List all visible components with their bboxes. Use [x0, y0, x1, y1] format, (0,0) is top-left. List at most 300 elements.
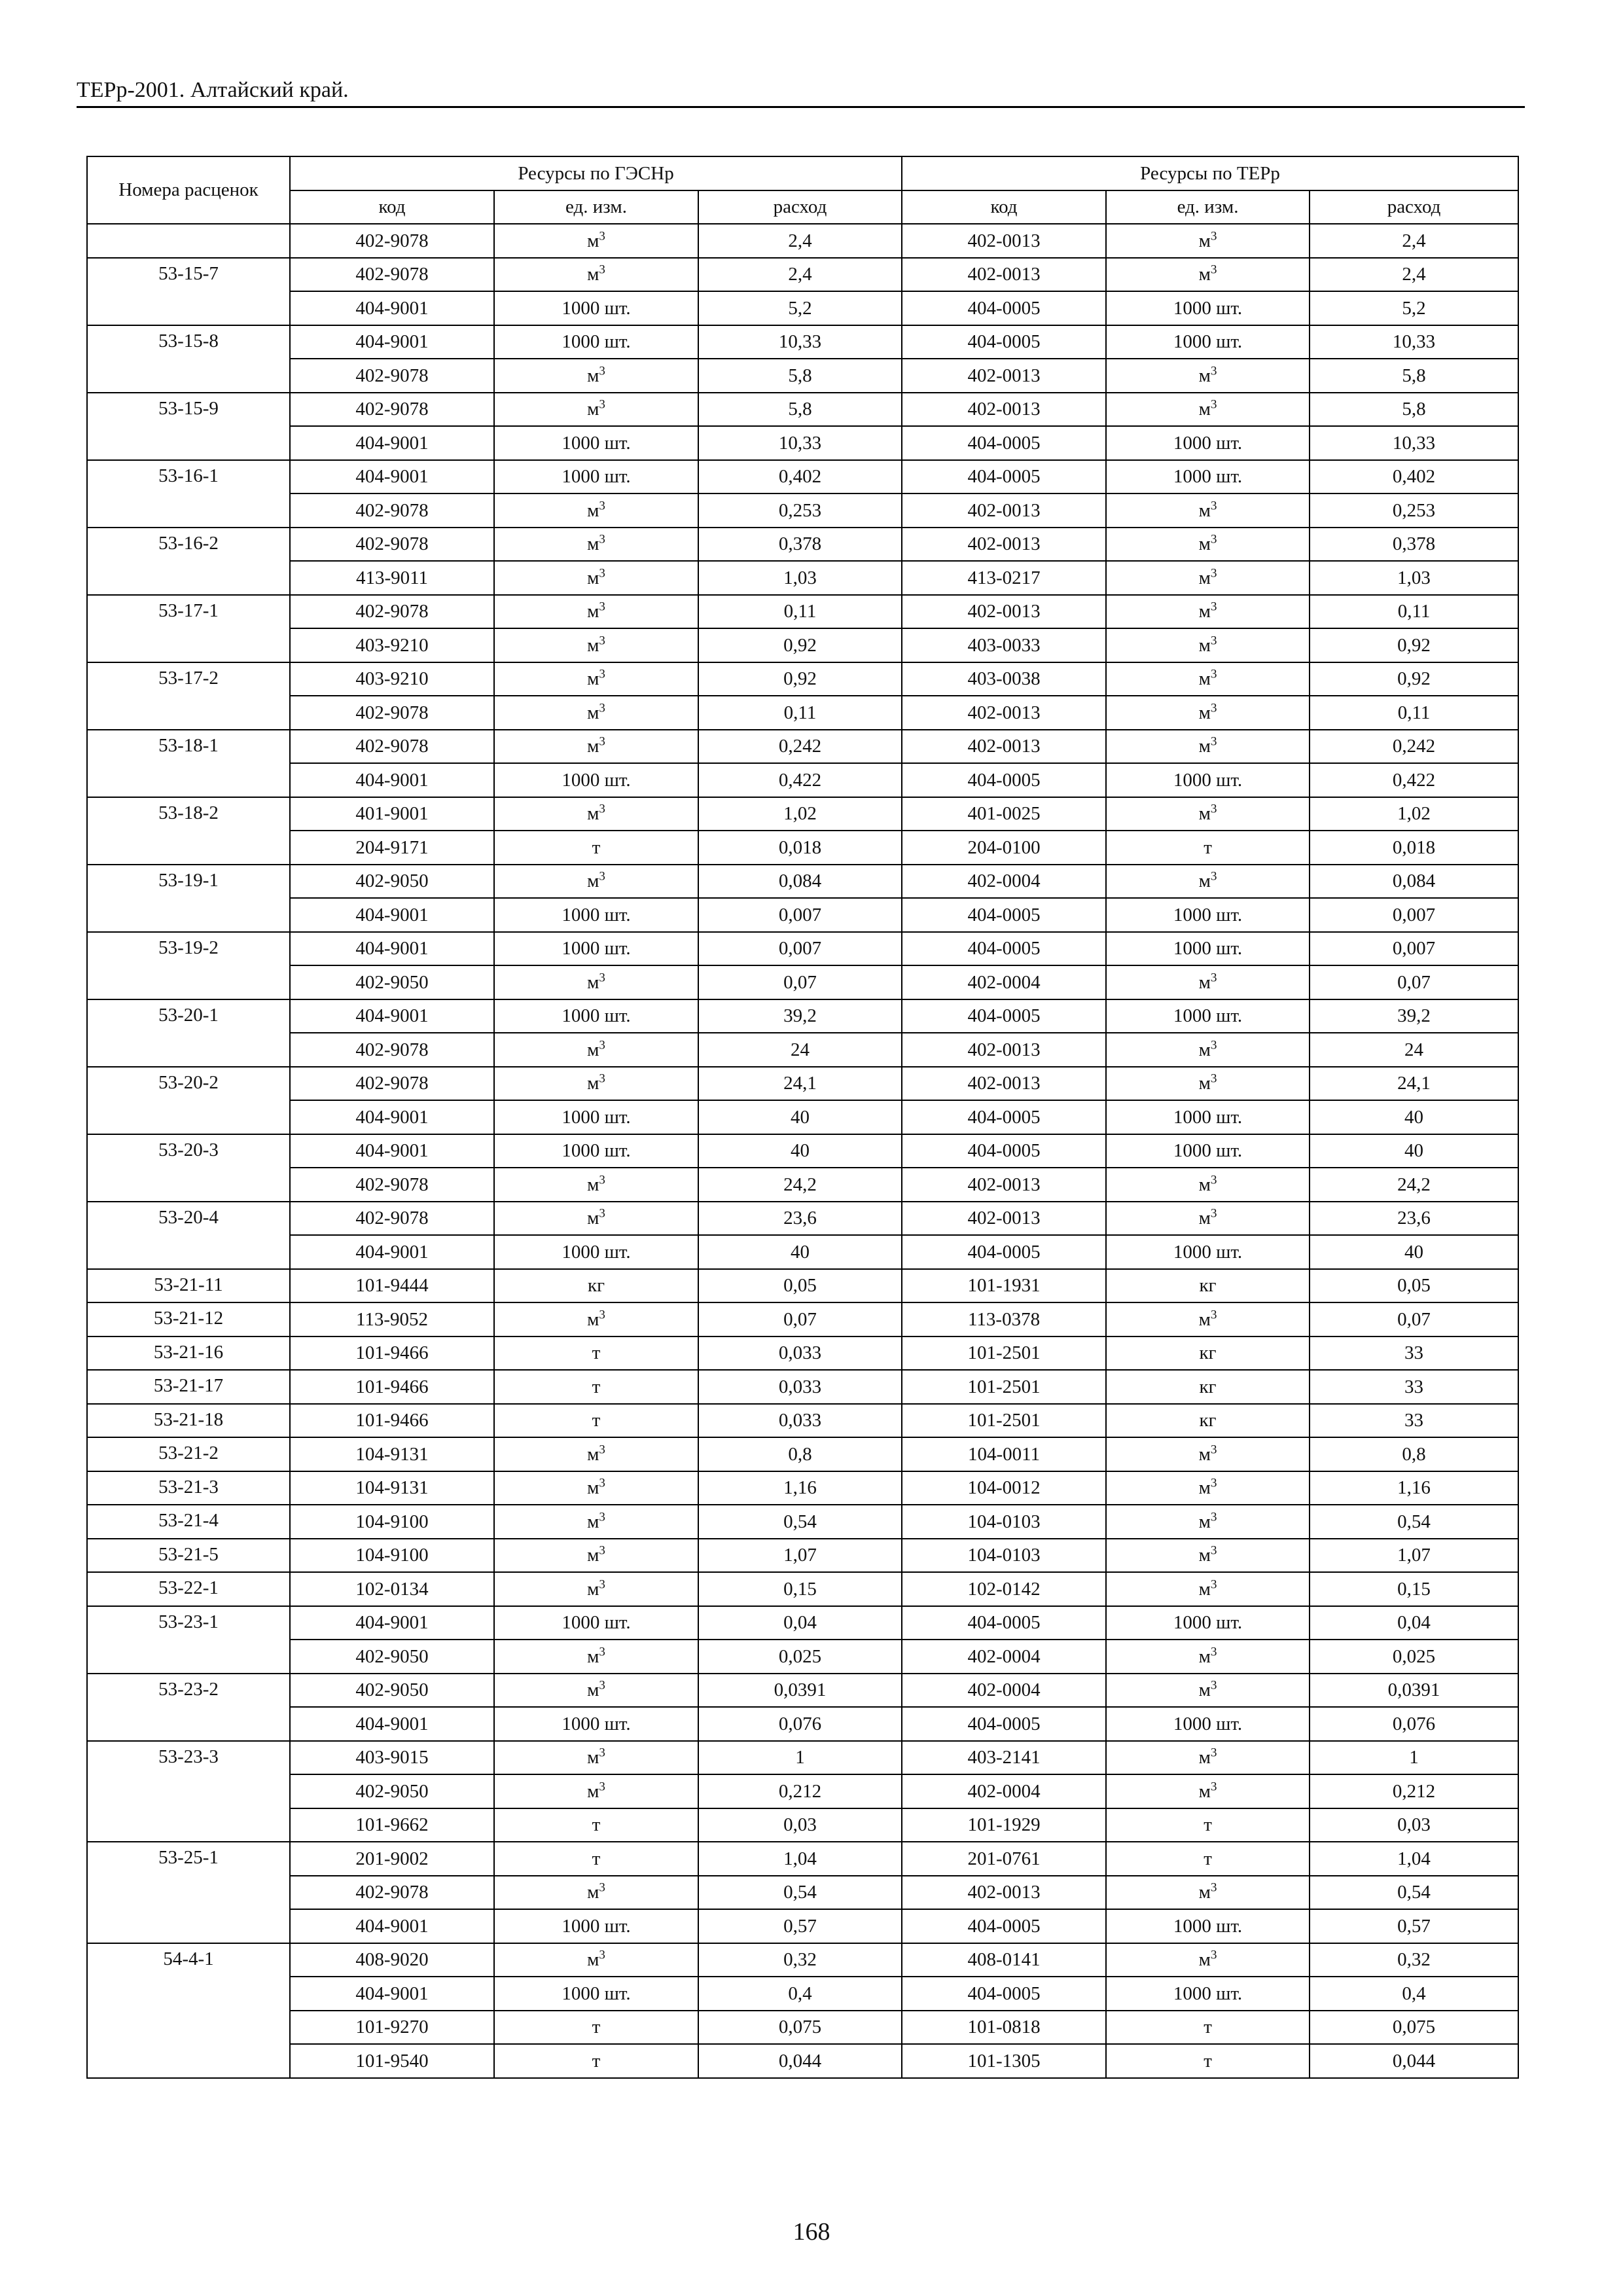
- ter-amount-cell: 24: [1310, 1033, 1518, 1067]
- table-header-row: [87, 156, 1518, 190]
- table-row: [87, 932, 1518, 966]
- table-row: [87, 730, 1518, 764]
- gesn-amount-cell: 0,07: [698, 965, 902, 999]
- gesn-unit-cell: $м^3$: [494, 1876, 698, 1910]
- ter-amount-cell: 1,16: [1310, 1471, 1518, 1505]
- ter-amount-cell: 10,33: [1310, 325, 1518, 359]
- gesn-amount-cell: 1,02: [698, 797, 902, 831]
- gesn-amount-cell: 0,03: [698, 1808, 902, 1842]
- table-row: [87, 493, 1518, 528]
- ter-amount-cell: 0,54: [1310, 1876, 1518, 1910]
- table-row: [87, 2011, 1518, 2045]
- rate-number-cell: 53-17-2: [87, 662, 290, 730]
- ter-amount-cell: 2,4: [1310, 258, 1518, 292]
- ter-unit-cell: кг: [1106, 1370, 1310, 1404]
- gesn-code-cell: 104-9131: [290, 1437, 494, 1471]
- gesn-code-cell: 402-9078: [290, 258, 494, 292]
- table-row: [87, 291, 1518, 325]
- ter-unit-cell: $м^3$: [1106, 797, 1310, 831]
- ter-code-cell: 404-0005: [902, 1134, 1106, 1168]
- gesn-unit-cell: 1000 шт.: [494, 325, 698, 359]
- gesn-amount-cell: 0,044: [698, 2044, 902, 2078]
- ter-unit-cell: 1000 шт.: [1106, 1134, 1310, 1168]
- page-number: 168: [793, 2218, 830, 2246]
- gesn-code-cell: 403-9210: [290, 662, 494, 696]
- table-row: [87, 595, 1518, 629]
- ter-code-cell: 402-0004: [902, 965, 1106, 999]
- table-row: [87, 1606, 1518, 1640]
- ter-unit-cell: 1000 шт.: [1106, 291, 1310, 325]
- ter-code-cell: 404-0005: [902, 1977, 1106, 2011]
- rate-number-cell: 53-19-1: [87, 865, 290, 932]
- ter-unit-cell: 1000 шт.: [1106, 1100, 1310, 1134]
- gesn-unit-cell: $м^3$: [494, 1505, 698, 1539]
- ter-unit-cell: $м^3$: [1106, 1067, 1310, 1101]
- gesn-unit-cell: $м^3$: [494, 730, 698, 764]
- gesn-amount-cell: 0,32: [698, 1943, 902, 1977]
- ter-amount-cell: 39,2: [1310, 999, 1518, 1033]
- gesn-code-cell: 404-9001: [290, 763, 494, 797]
- ter-unit-cell: 1000 шт.: [1106, 999, 1310, 1033]
- gesn-amount-cell: 0,57: [698, 1909, 902, 1943]
- gesn-code-cell: 408-9020: [290, 1943, 494, 1977]
- gesn-unit-cell: $м^3$: [494, 1572, 698, 1606]
- ter-code-cell: 101-2501: [902, 1336, 1106, 1371]
- gesn-code-cell: 402-9078: [290, 1033, 494, 1067]
- ter-unit-cell: $м^3$: [1106, 696, 1310, 730]
- gesn-amount-cell: 40: [698, 1235, 902, 1269]
- ter-code-cell: 402-0013: [902, 393, 1106, 427]
- gesn-unit-cell: $м^3$: [494, 797, 698, 831]
- table-row: [87, 1909, 1518, 1943]
- rate-number-cell: 53-18-2: [87, 797, 290, 865]
- rate-number-cell: 53-18-1: [87, 730, 290, 797]
- gesn-amount-cell: 0,253: [698, 493, 902, 528]
- gesn-code-cell: 402-9078: [290, 1067, 494, 1101]
- ter-unit-cell: $м^3$: [1106, 965, 1310, 999]
- gesn-code-cell: 401-9001: [290, 797, 494, 831]
- gesn-amount-cell: 0,422: [698, 763, 902, 797]
- rate-number-cell: 53-21-16: [87, 1336, 290, 1371]
- gesn-amount-cell: 0,402: [698, 460, 902, 494]
- ter-amount-cell: 0,05: [1310, 1269, 1518, 1303]
- gesn-amount-cell: 0,11: [698, 595, 902, 629]
- table-row: [87, 1674, 1518, 1708]
- table-row: [87, 1977, 1518, 2011]
- ter-amount-cell: 0,378: [1310, 528, 1518, 562]
- ter-code-cell: 402-0013: [902, 1202, 1106, 1236]
- ter-unit-cell: $м^3$: [1106, 258, 1310, 292]
- gesn-code-cell: 101-9466: [290, 1404, 494, 1438]
- gesn-unit-cell: 1000 шт.: [494, 763, 698, 797]
- gesn-unit-cell: $м^3$: [494, 493, 698, 528]
- table-row: [87, 1302, 1518, 1336]
- gesn-code-cell: 402-9078: [290, 1168, 494, 1202]
- ter-code-cell: 404-0005: [902, 898, 1106, 932]
- ter-amount-cell: 0,92: [1310, 662, 1518, 696]
- header-gesn-code: код: [290, 190, 494, 224]
- gesn-code-cell: 402-9078: [290, 528, 494, 562]
- gesn-unit-cell: $м^3$: [494, 528, 698, 562]
- table-row: [87, 1539, 1518, 1573]
- ter-code-cell: 404-0005: [902, 932, 1106, 966]
- gesn-code-cell: 104-9100: [290, 1505, 494, 1539]
- ter-code-cell: 404-0005: [902, 999, 1106, 1033]
- gesn-amount-cell: 1,04: [698, 1842, 902, 1876]
- gesn-amount-cell: 5,2: [698, 291, 902, 325]
- ter-code-cell: 402-0013: [902, 528, 1106, 562]
- ter-code-cell: 404-0005: [902, 1235, 1106, 1269]
- ter-amount-cell: 5,8: [1310, 393, 1518, 427]
- table-row: [87, 1269, 1518, 1303]
- ter-unit-cell: 1000 шт.: [1106, 763, 1310, 797]
- gesn-amount-cell: 24,2: [698, 1168, 902, 1202]
- ter-unit-cell: кг: [1106, 1336, 1310, 1371]
- ter-amount-cell: 0,04: [1310, 1606, 1518, 1640]
- gesn-unit-cell: 1000 шт.: [494, 999, 698, 1033]
- ter-code-cell: 104-0103: [902, 1539, 1106, 1573]
- gesn-code-cell: 101-9540: [290, 2044, 494, 2078]
- table-row: [87, 1640, 1518, 1674]
- ter-unit-cell: $м^3$: [1106, 1774, 1310, 1808]
- table-row: [87, 1505, 1518, 1539]
- ter-amount-cell: 1: [1310, 1741, 1518, 1775]
- rate-number-cell: 54-4-1: [87, 1943, 290, 2078]
- table-row: [87, 763, 1518, 797]
- ter-code-cell: 104-0011: [902, 1437, 1106, 1471]
- gesn-amount-cell: 0,084: [698, 865, 902, 899]
- rate-number-cell: 53-15-9: [87, 393, 290, 460]
- ter-code-cell: 404-0005: [902, 291, 1106, 325]
- table-row: [87, 393, 1518, 427]
- gesn-unit-cell: 1000 шт.: [494, 291, 698, 325]
- gesn-unit-cell: $м^3$: [494, 595, 698, 629]
- ter-code-cell: 401-0025: [902, 797, 1106, 831]
- ter-code-cell: 404-0005: [902, 460, 1106, 494]
- table-row: [87, 1943, 1518, 1977]
- rate-number-cell: 53-20-1: [87, 999, 290, 1067]
- ter-amount-cell: 10,33: [1310, 426, 1518, 460]
- gesn-code-cell: 101-9270: [290, 2011, 494, 2045]
- ter-code-cell: 402-0004: [902, 1674, 1106, 1708]
- gesn-amount-cell: 0,018: [698, 831, 902, 865]
- table-row: [87, 797, 1518, 831]
- gesn-code-cell: 104-9100: [290, 1539, 494, 1573]
- table-row: [87, 460, 1518, 494]
- table-row: [87, 662, 1518, 696]
- ter-unit-cell: 1000 шт.: [1106, 932, 1310, 966]
- gesn-code-cell: 404-9001: [290, 1909, 494, 1943]
- table-row: [87, 2044, 1518, 2078]
- gesn-unit-cell: $м^3$: [494, 1033, 698, 1067]
- rate-number-cell: 53-21-3: [87, 1471, 290, 1505]
- rate-number-cell: 53-21-11: [87, 1269, 290, 1303]
- gesn-code-cell: 403-9015: [290, 1741, 494, 1775]
- gesn-amount-cell: 23,6: [698, 1202, 902, 1236]
- ter-amount-cell: 40: [1310, 1235, 1518, 1269]
- gesn-amount-cell: 1,07: [698, 1539, 902, 1573]
- table-subheader-row: [87, 190, 1518, 224]
- rate-number-cell: 53-16-1: [87, 460, 290, 528]
- ter-code-cell: 402-0004: [902, 865, 1106, 899]
- ter-amount-cell: 0,32: [1310, 1943, 1518, 1977]
- ter-code-cell: 403-2141: [902, 1741, 1106, 1775]
- table-row: [87, 1067, 1518, 1101]
- ter-amount-cell: 1,07: [1310, 1539, 1518, 1573]
- gesn-code-cell: 402-9078: [290, 595, 494, 629]
- ter-code-cell: 101-1931: [902, 1269, 1106, 1303]
- gesn-unit-cell: $м^3$: [494, 1640, 698, 1674]
- rate-number-cell: 53-23-1: [87, 1606, 290, 1674]
- ter-code-cell: 402-0013: [902, 730, 1106, 764]
- table-row: [87, 1876, 1518, 1910]
- table-row: [87, 224, 1518, 258]
- gesn-amount-cell: 0,033: [698, 1404, 902, 1438]
- ter-code-cell: 402-0013: [902, 696, 1106, 730]
- ter-unit-cell: 1000 шт.: [1106, 325, 1310, 359]
- ter-amount-cell: 33: [1310, 1336, 1518, 1371]
- ter-amount-cell: 0,4: [1310, 1977, 1518, 2011]
- ter-unit-cell: $м^3$: [1106, 1876, 1310, 1910]
- gesn-unit-cell: $м^3$: [494, 1539, 698, 1573]
- ter-code-cell: 404-0005: [902, 763, 1106, 797]
- rate-number-cell: 53-15-8: [87, 325, 290, 393]
- ter-code-cell: 402-0013: [902, 595, 1106, 629]
- table-row: [87, 1437, 1518, 1471]
- gesn-unit-cell: $м^3$: [494, 1067, 698, 1101]
- ter-unit-cell: $м^3$: [1106, 493, 1310, 528]
- ter-amount-cell: 0,0391: [1310, 1674, 1518, 1708]
- table-row: [87, 696, 1518, 730]
- ter-unit-cell: кг: [1106, 1404, 1310, 1438]
- gesn-code-cell: 404-9001: [290, 1977, 494, 2011]
- table-row: [87, 426, 1518, 460]
- ter-amount-cell: 24,1: [1310, 1067, 1518, 1101]
- ter-code-cell: 402-0013: [902, 359, 1106, 393]
- gesn-amount-cell: 0,15: [698, 1572, 902, 1606]
- gesn-code-cell: 402-9050: [290, 1774, 494, 1808]
- gesn-unit-cell: т: [494, 1336, 698, 1371]
- gesn-code-cell: 113-9052: [290, 1302, 494, 1336]
- ter-code-cell: 402-0004: [902, 1774, 1106, 1808]
- table-row: [87, 831, 1518, 865]
- ter-unit-cell: 1000 шт.: [1106, 1606, 1310, 1640]
- gesn-amount-cell: 24,1: [698, 1067, 902, 1101]
- gesn-code-cell: 402-9078: [290, 493, 494, 528]
- ter-amount-cell: 33: [1310, 1370, 1518, 1404]
- ter-amount-cell: 0,15: [1310, 1572, 1518, 1606]
- ter-unit-cell: т: [1106, 831, 1310, 865]
- table-row: [87, 1370, 1518, 1404]
- ter-unit-cell: $м^3$: [1106, 393, 1310, 427]
- ter-amount-cell: 0,212: [1310, 1774, 1518, 1808]
- gesn-unit-cell: $м^3$: [494, 1741, 698, 1775]
- gesn-amount-cell: 0,11: [698, 696, 902, 730]
- gesn-amount-cell: 24: [698, 1033, 902, 1067]
- ter-unit-cell: $м^3$: [1106, 1437, 1310, 1471]
- ter-amount-cell: 0,57: [1310, 1909, 1518, 1943]
- table-row: [87, 1100, 1518, 1134]
- ter-unit-cell: $м^3$: [1106, 1033, 1310, 1067]
- gesn-code-cell: 402-9078: [290, 696, 494, 730]
- table-row: [87, 258, 1518, 292]
- ter-amount-cell: 0,007: [1310, 898, 1518, 932]
- ter-code-cell: 402-0013: [902, 258, 1106, 292]
- ter-code-cell: 101-0818: [902, 2011, 1106, 2045]
- table-row: [87, 898, 1518, 932]
- rate-number-cell: [87, 224, 290, 258]
- ter-unit-cell: $м^3$: [1106, 1471, 1310, 1505]
- gesn-unit-cell: $м^3$: [494, 1202, 698, 1236]
- ter-code-cell: 113-0378: [902, 1302, 1106, 1336]
- gesn-unit-cell: $м^3$: [494, 1674, 698, 1708]
- ter-unit-cell: $м^3$: [1106, 1741, 1310, 1775]
- ter-unit-cell: $м^3$: [1106, 1302, 1310, 1336]
- ter-unit-cell: 1000 шт.: [1106, 1977, 1310, 2011]
- ter-code-cell: 404-0005: [902, 1100, 1106, 1134]
- ter-code-cell: 402-0013: [902, 493, 1106, 528]
- rate-number-cell: 53-20-4: [87, 1202, 290, 1269]
- gesn-amount-cell: 1,03: [698, 561, 902, 595]
- ter-unit-cell: $м^3$: [1106, 1640, 1310, 1674]
- gesn-code-cell: 404-9001: [290, 1100, 494, 1134]
- ter-unit-cell: $м^3$: [1106, 1168, 1310, 1202]
- ter-code-cell: 403-0033: [902, 628, 1106, 662]
- ter-code-cell: 404-0005: [902, 1606, 1106, 1640]
- gesn-unit-cell: 1000 шт.: [494, 426, 698, 460]
- gesn-amount-cell: 2,4: [698, 258, 902, 292]
- table-row: [87, 359, 1518, 393]
- header-gesn-amount: расход: [698, 190, 902, 224]
- ter-unit-cell: $м^3$: [1106, 561, 1310, 595]
- gesn-amount-cell: 1: [698, 1741, 902, 1775]
- gesn-code-cell: 204-9171: [290, 831, 494, 865]
- ter-amount-cell: 0,11: [1310, 696, 1518, 730]
- ter-unit-cell: 1000 шт.: [1106, 898, 1310, 932]
- gesn-code-cell: 201-9002: [290, 1842, 494, 1876]
- ter-code-cell: 101-2501: [902, 1370, 1106, 1404]
- gesn-amount-cell: 0,92: [698, 628, 902, 662]
- table-row: [87, 965, 1518, 999]
- ter-code-cell: 102-0142: [902, 1572, 1106, 1606]
- ter-unit-cell: т: [1106, 2011, 1310, 2045]
- ter-code-cell: 402-0013: [902, 1876, 1106, 1910]
- ter-unit-cell: $м^3$: [1106, 730, 1310, 764]
- gesn-unit-cell: 1000 шт.: [494, 460, 698, 494]
- gesn-code-cell: 404-9001: [290, 1707, 494, 1741]
- ter-amount-cell: 2,4: [1310, 224, 1518, 258]
- ter-amount-cell: 0,242: [1310, 730, 1518, 764]
- gesn-unit-cell: $м^3$: [494, 1774, 698, 1808]
- ter-amount-cell: 0,8: [1310, 1437, 1518, 1471]
- gesn-unit-cell: $м^3$: [494, 359, 698, 393]
- gesn-unit-cell: $м^3$: [494, 865, 698, 899]
- ter-amount-cell: 0,084: [1310, 865, 1518, 899]
- table-row: [87, 1336, 1518, 1371]
- rate-number-cell: 53-17-1: [87, 595, 290, 662]
- gesn-unit-cell: $м^3$: [494, 1943, 698, 1977]
- gesn-unit-cell: $м^3$: [494, 1471, 698, 1505]
- ter-amount-cell: 33: [1310, 1404, 1518, 1438]
- table-row: [87, 999, 1518, 1033]
- header-ter-amount: расход: [1310, 190, 1518, 224]
- gesn-code-cell: 402-9050: [290, 965, 494, 999]
- rate-number-cell: 53-22-1: [87, 1572, 290, 1606]
- gesn-amount-cell: 0,007: [698, 932, 902, 966]
- gesn-amount-cell: 10,33: [698, 426, 902, 460]
- header-gesn-unit: ед. изм.: [494, 190, 698, 224]
- gesn-unit-cell: $м^3$: [494, 965, 698, 999]
- ter-unit-cell: 1000 шт.: [1106, 426, 1310, 460]
- ter-code-cell: 204-0100: [902, 831, 1106, 865]
- ter-code-cell: 402-0004: [902, 1640, 1106, 1674]
- ter-amount-cell: 0,03: [1310, 1808, 1518, 1842]
- gesn-unit-cell: 1000 шт.: [494, 1134, 698, 1168]
- gesn-unit-cell: 1000 шт.: [494, 1606, 698, 1640]
- header-ter-resources: Ресурсы по ТЕРр: [902, 156, 1518, 190]
- ter-code-cell: 402-0013: [902, 1033, 1106, 1067]
- table-row: [87, 1235, 1518, 1269]
- ter-amount-cell: 5,8: [1310, 359, 1518, 393]
- gesn-unit-cell: $м^3$: [494, 393, 698, 427]
- gesn-code-cell: 404-9001: [290, 1134, 494, 1168]
- table-row: [87, 1572, 1518, 1606]
- gesn-unit-cell: 1000 шт.: [494, 1707, 698, 1741]
- gesn-code-cell: 404-9001: [290, 999, 494, 1033]
- gesn-amount-cell: 0,54: [698, 1876, 902, 1910]
- gesn-amount-cell: 0,033: [698, 1336, 902, 1371]
- rate-number-cell: 53-19-2: [87, 932, 290, 999]
- gesn-code-cell: 404-9001: [290, 1235, 494, 1269]
- gesn-code-cell: 404-9001: [290, 426, 494, 460]
- ter-code-cell: 404-0005: [902, 325, 1106, 359]
- gesn-amount-cell: 0,4: [698, 1977, 902, 2011]
- rate-number-cell: 53-25-1: [87, 1842, 290, 1943]
- table-row: [87, 628, 1518, 662]
- gesn-unit-cell: 1000 шт.: [494, 1235, 698, 1269]
- ter-unit-cell: т: [1106, 1808, 1310, 1842]
- ter-code-cell: 402-0013: [902, 1168, 1106, 1202]
- ter-amount-cell: 0,253: [1310, 493, 1518, 528]
- gesn-code-cell: 102-0134: [290, 1572, 494, 1606]
- gesn-unit-cell: $м^3$: [494, 1437, 698, 1471]
- ter-amount-cell: 0,07: [1310, 1302, 1518, 1336]
- rate-number-cell: 53-21-5: [87, 1539, 290, 1573]
- gesn-code-cell: 402-9078: [290, 224, 494, 258]
- ter-unit-cell: $м^3$: [1106, 1674, 1310, 1708]
- table-row: [87, 1842, 1518, 1876]
- gesn-code-cell: 101-9466: [290, 1370, 494, 1404]
- gesn-amount-cell: 0,242: [698, 730, 902, 764]
- header-ter-code: код: [902, 190, 1106, 224]
- ter-code-cell: 408-0141: [902, 1943, 1106, 1977]
- gesn-unit-cell: т: [494, 1404, 698, 1438]
- table-row: [87, 865, 1518, 899]
- header-gesn-resources: Ресурсы по ГЭСНр: [290, 156, 902, 190]
- gesn-unit-cell: 1000 шт.: [494, 1909, 698, 1943]
- ter-amount-cell: 1,03: [1310, 561, 1518, 595]
- gesn-unit-cell: 1000 шт.: [494, 898, 698, 932]
- gesn-unit-cell: $м^3$: [494, 1302, 698, 1336]
- gesn-amount-cell: 10,33: [698, 325, 902, 359]
- ter-code-cell: 404-0005: [902, 1909, 1106, 1943]
- ter-unit-cell: $м^3$: [1106, 1539, 1310, 1573]
- gesn-unit-cell: $м^3$: [494, 662, 698, 696]
- ter-amount-cell: 5,2: [1310, 291, 1518, 325]
- gesn-code-cell: 404-9001: [290, 291, 494, 325]
- gesn-unit-cell: $м^3$: [494, 224, 698, 258]
- ter-amount-cell: 0,076: [1310, 1707, 1518, 1741]
